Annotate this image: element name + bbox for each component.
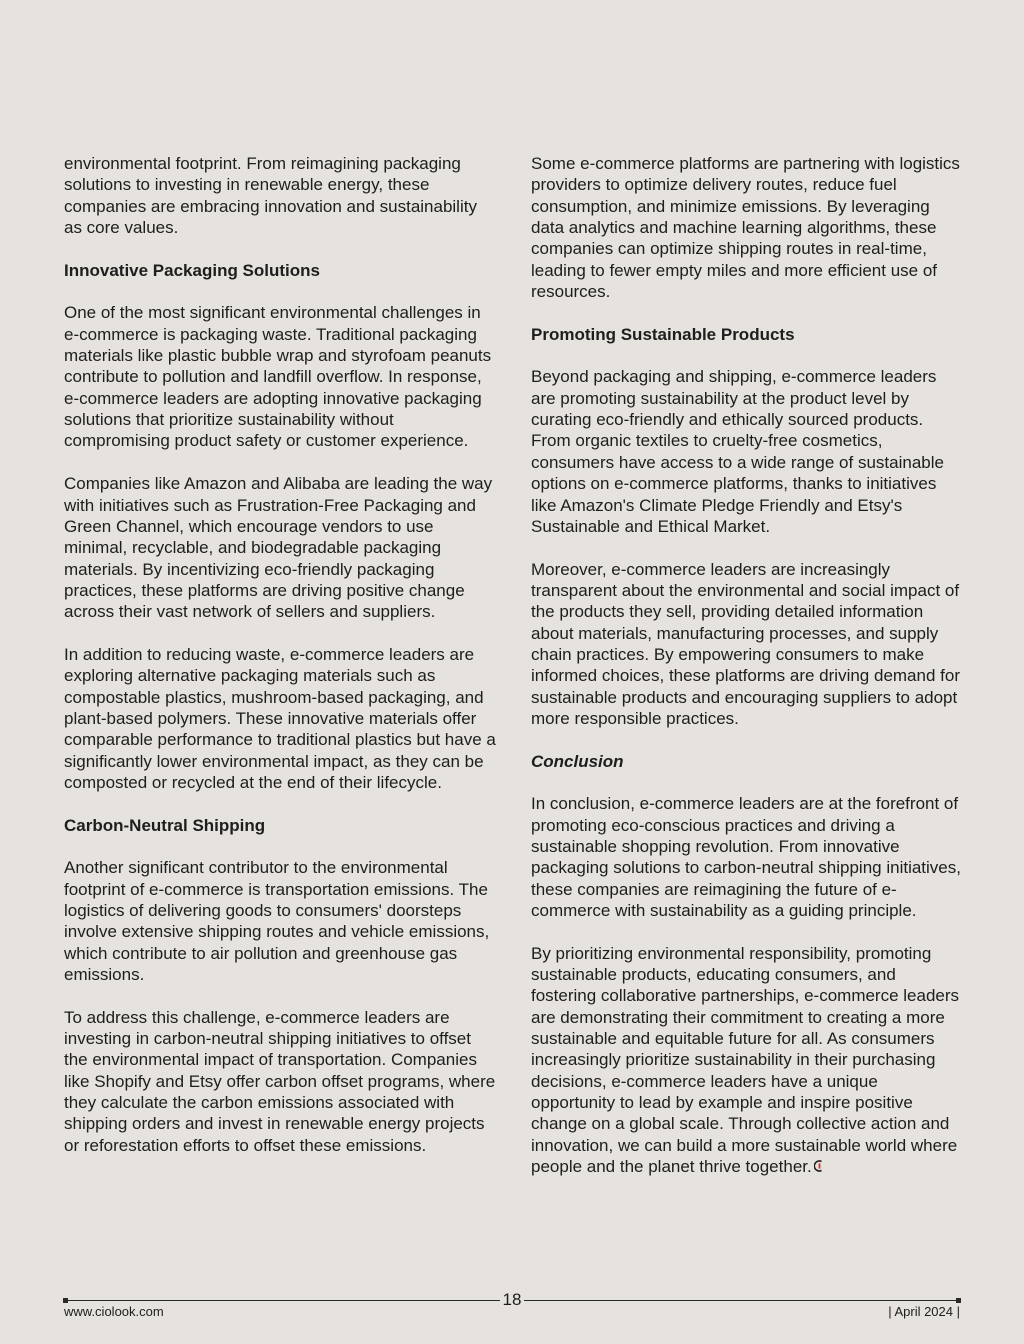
article-paragraph: In conclusion, e-commerce leaders are at the forefront of promoting eco-conscious practices and driving a sustainable shopping revolution. From innovative packaging solutions to carbon-neutral shipping initiatives, these companies are reimagining the future of e-commerce with sustainability as a guiding principle. <box>531 794 961 921</box>
article-paragraph: Another significant contributor to the environmental footprint of e-commerce is transportation emissions. The logistics of delivering goods to consumers' doorsteps involve extensive shipping routes and vehicle emissions, which contribute to air pollution and greenhouse gas emissions. <box>64 858 490 985</box>
article-paragraph: Beyond packaging and shipping, e-commerce leaders are promoting sustainability at the product level by curating eco-friendly and ethically sourced products. From organic textiles to cruelty-free cosmetics, consumers have access to a wide range of sustainable options on e-commerce platforms, thanks to initiatives like Amazon's Climate Pledge Friendly and Etsy's Sustainable and Ethical Market. <box>531 367 944 536</box>
section-heading: Promoting Sustainable Products <box>531 324 795 344</box>
article-paragraph: Moreover, e-commerce leaders are increasingly transparent about the environmental and social impact of the products they sell, providing detailed information about materials, manufacturing processes, and supply chain practices. By empowering consumers to make informed choices, these platforms are driving demand for sustainable products and encouraging suppliers to adopt more responsible practices. <box>531 559 960 728</box>
right-column <box>531 153 963 1199</box>
article-paragraph: Some e-commerce platforms are partnering with logistics providers to optimize delivery routes, reduce fuel consumption, and minimize emissions. By leveraging data analytics and machine learning algorithms, these companies can optimize shipping routes in real-time, leading to fewer empty miles and more efficient use of resources. <box>531 154 960 302</box>
left-column <box>64 153 496 1178</box>
final-paragraph-text: By prioritizing environmental responsibility, promoting sustainable products, educating consumers, and fostering collaborative partnerships, e-commerce leaders are demonstrating their commitment to creating a more sustainable and equitable future for all. As consumers increasingly prioritize sustainability in their purchasing decisions, e-commerce leaders have a unique opportunity to lead by example and inspire positive change on a global scale. Through collective action and innovation, we can build a more sustainable world where people and the planet thrive together. <box>531 943 960 1177</box>
footer-rule-left <box>64 1300 500 1301</box>
footer-rule-end-right <box>956 1298 961 1303</box>
page-number: 18 <box>502 1290 522 1309</box>
end-mark-icon <box>814 1160 825 1172</box>
article-paragraph: environmental footprint. From reimagining packaging solutions to investing in renewable energy, these companies are embracing innovation and sustainability as core values. <box>64 154 477 238</box>
article-paragraph-final <box>531 943 963 1178</box>
article-paragraph: One of the most significant environmental challenges in e-commerce is packaging waste. Traditional packaging materials like plastic bubble wrap and styrofoam peanuts contribute to pollution and landfill overflow. In response, e-commerce leaders are adopting innovative packaging solutions that prioritize sustainability without compromising product safety or customer experience. <box>64 303 492 451</box>
article-paragraph: Companies like Amazon and Alibaba are leading the way with initiatives such as Frustration-Free Packaging and Green Channel, which encourage vendors to use minimal, recyclable, and biodegradable packaging materials. By incentivizing eco-friendly packaging practices, these platforms are driving positive change across their vast network of sellers and suppliers. <box>64 474 493 622</box>
article-paragraph: To address this challenge, e-commerce leaders are investing in carbon-neutral shipping initiatives to offset the environmental impact of transportation. Companies like Shopify and Etsy offer carbon offset programs, where they calculate the carbon emissions associated with shipping orders and invest in renewable energy projects or reforestation efforts to offset these emissions. <box>64 1007 496 1155</box>
footer-issue-date: | April 2024 | <box>888 1304 960 1319</box>
footer-rule-end-left <box>63 1298 68 1303</box>
footer-rule-right <box>524 1300 960 1301</box>
article-paragraph: In addition to reducing waste, e-commerce leaders are exploring alternative packaging materials such as compostable plastics, mushroom-based packaging, and plant-based polymers. These innovative materials offer comparable performance to traditional plastics but have a significantly lower environmental impact, as they can be composted or recycled at the end of their lifecycle. <box>64 644 496 792</box>
section-heading: Innovative Packaging Solutions <box>64 260 320 280</box>
section-heading: Carbon-Neutral Shipping <box>64 815 266 835</box>
footer-website-link[interactable]: www.ciolook.com <box>64 1304 164 1319</box>
conclusion-heading: Conclusion <box>531 751 624 771</box>
